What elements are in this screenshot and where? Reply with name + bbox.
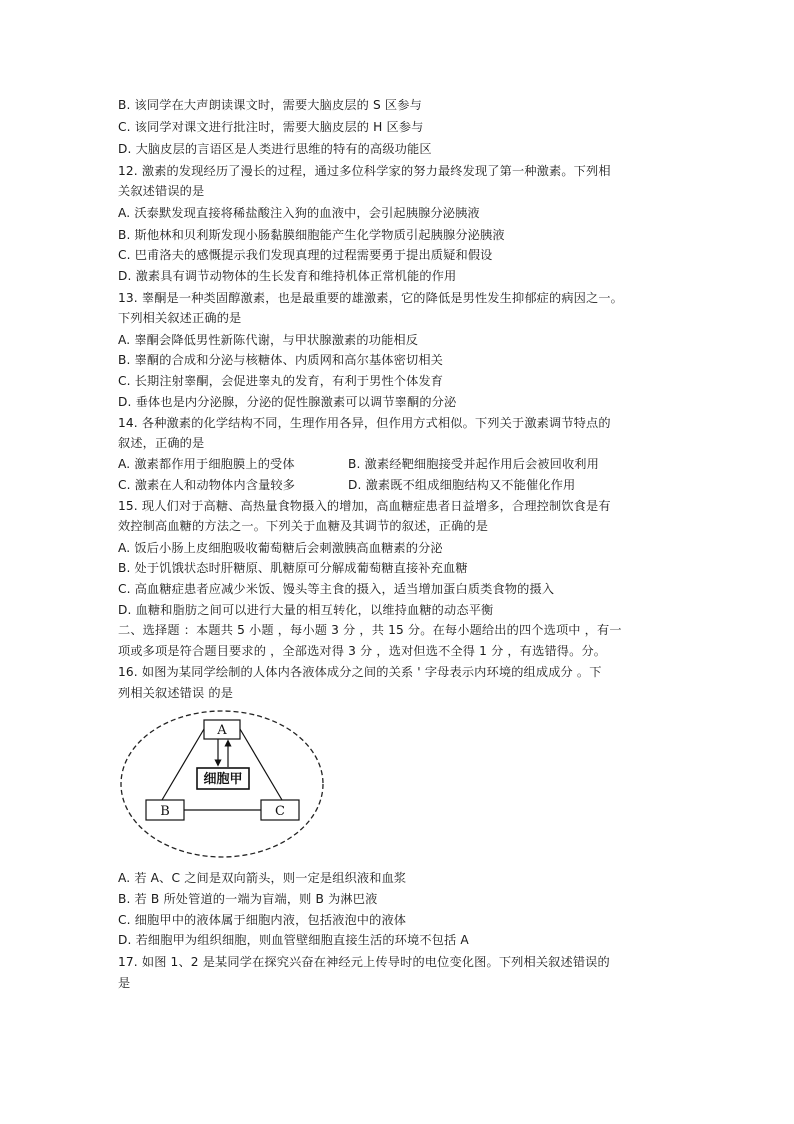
q11-option-b: B. 该同学在大声朗读课文时，需要大脑皮层的 S 区参与: [118, 98, 422, 112]
q16-option-b: B. 若 B 所处管道的一端为盲端，则 B 为淋巴液: [118, 892, 378, 906]
q14-option-c: C. 激素在人和动物体内含量较多: [118, 478, 296, 492]
q12-stem-line1: 12. 激素的发现经历了漫长的过程，通过多位科学家的努力最终发现了第一种激素。下列相: [118, 164, 611, 178]
q16-option-d: D. 若细胞甲为组织细胞，则血管壁细胞直接生活的环境不包括 A: [118, 933, 469, 947]
q13-option-c: C. 长期注射睾酮，会促进睾丸的发育，有利于男性个体发育: [118, 374, 444, 388]
q16-stem-line1: 16. 如图为某同学绘制的人体内各液体成分之间的关系 ' 字母表示内环境的组成成分 。下: [118, 665, 602, 679]
q13-option-b: B. 睾酮的合成和分泌与核糖体、内质网和高尔基体密切相关: [118, 353, 443, 367]
q15-option-c: C. 高血糖症患者应减少米饭、馒头等主食的摄入，适当增加蛋白质类食物的摄入: [118, 582, 555, 596]
q13-option-a: A. 睾酮会降低男性新陈代谢，与甲状腺激素的功能相反: [118, 333, 419, 347]
q17-stem-line2: 是: [118, 976, 131, 990]
q14-stem-line1: 14. 各种激素的化学结构不同，生理作用各异，但作用方式相似。下列关于激素调节特点的: [118, 416, 611, 430]
section2-heading-line2: 项或多项是符合题目要求的 ，全部选对得 3 分 ，选对但选不全得 1 分 ，有选错得。分。: [118, 644, 607, 658]
q13-option-d: D. 垂体也是内分泌腺，分泌的促性腺激素可以调节睾酮的分泌: [118, 395, 457, 409]
q17-stem-line1: 17. 如图 1、2 是某同学在探究兴奋在神经元上传导时的电位变化图。下列相关叙述错误的: [118, 955, 610, 969]
label-a: A: [217, 723, 227, 738]
q12-option-a: A. 沃泰默发现直接将稀盐酸注入狗的血液中，会引起胰腺分泌胰液: [118, 206, 480, 220]
section2-heading-line1: 二、选择题 ：本题共 5 小题 ，每小题 3 分 ，共 15 分。在每小题给出的四个选项中 ，有一: [118, 623, 622, 637]
q15-option-b: B. 处于饥饿状态时肝糖原、肌糖原可分解成葡萄糖直接补充血糖: [118, 561, 468, 575]
body-fluid-diagram: [118, 707, 328, 862]
q14-option-d: D. 激素既不组成细胞结构又不能催化作用: [348, 478, 576, 492]
q15-stem-line2: 效控制高血糖的方法之一。下列关于血糖及其调节的叙述，正确的是: [118, 519, 489, 533]
q13-stem-line1: 13. 睾酮是一种类固醇激素，也是最重要的雄激素，它的降低是男性发生抑郁症的病因之一。: [118, 291, 624, 305]
q11-option-d: D. 大脑皮层的言语区是人类进行思维的特有的高级功能区: [118, 142, 432, 156]
q12-option-b: B. 斯他林和贝利斯发现小肠黏膜细胞能产生化学物质引起胰腺分泌胰液: [118, 228, 505, 242]
q12-option-c: C. 巴甫洛夫的感慨提示我们发现真理的过程需要勇于提出质疑和假设: [118, 248, 493, 262]
q14-option-b: B. 激素经靶细胞接受并起作用后会被回收利用: [348, 457, 599, 471]
q15-option-d: D. 血糖和脂肪之间可以进行大量的相互转化，以维持血糖的动态平衡: [118, 603, 494, 617]
q15-option-a: A. 饭后小肠上皮细胞吸收葡萄糖后会刺激胰高血糖素的分泌: [118, 541, 443, 555]
q14-stem-line2: 叙述，正确的是: [118, 436, 205, 450]
q15-stem-line1: 15. 现人们对于高糖、高热量食物摄入的增加，高血糖症患者日益增多，合理控制饮食是有: [118, 499, 611, 513]
q14-option-a: A. 激素都作用于细胞膜上的受体: [118, 457, 295, 471]
q16-option-a: A. 若 A、C 之间是双向箭头，则一定是组织液和血浆: [118, 871, 407, 885]
q12-option-d: D. 激素具有调节动物体的生长发育和维持机体正常机能的作用: [118, 269, 457, 283]
q13-stem-line2: 下列相关叙述正确的是: [118, 311, 242, 325]
q16-option-c: C. 细胞甲中的液体属于细胞内液，包括液泡中的液体: [118, 913, 407, 927]
label-b: B: [160, 804, 170, 819]
q11-option-c: C. 该同学对课文进行批注时，需要大脑皮层的 H 区参与: [118, 120, 424, 134]
label-c: C: [275, 804, 285, 819]
q12-stem-line2: 关叙述错误的是: [118, 184, 205, 198]
label-cell-jia: 细胞甲: [203, 772, 243, 787]
q16-stem-line2: 列相关叙述错误 的是: [118, 686, 234, 700]
